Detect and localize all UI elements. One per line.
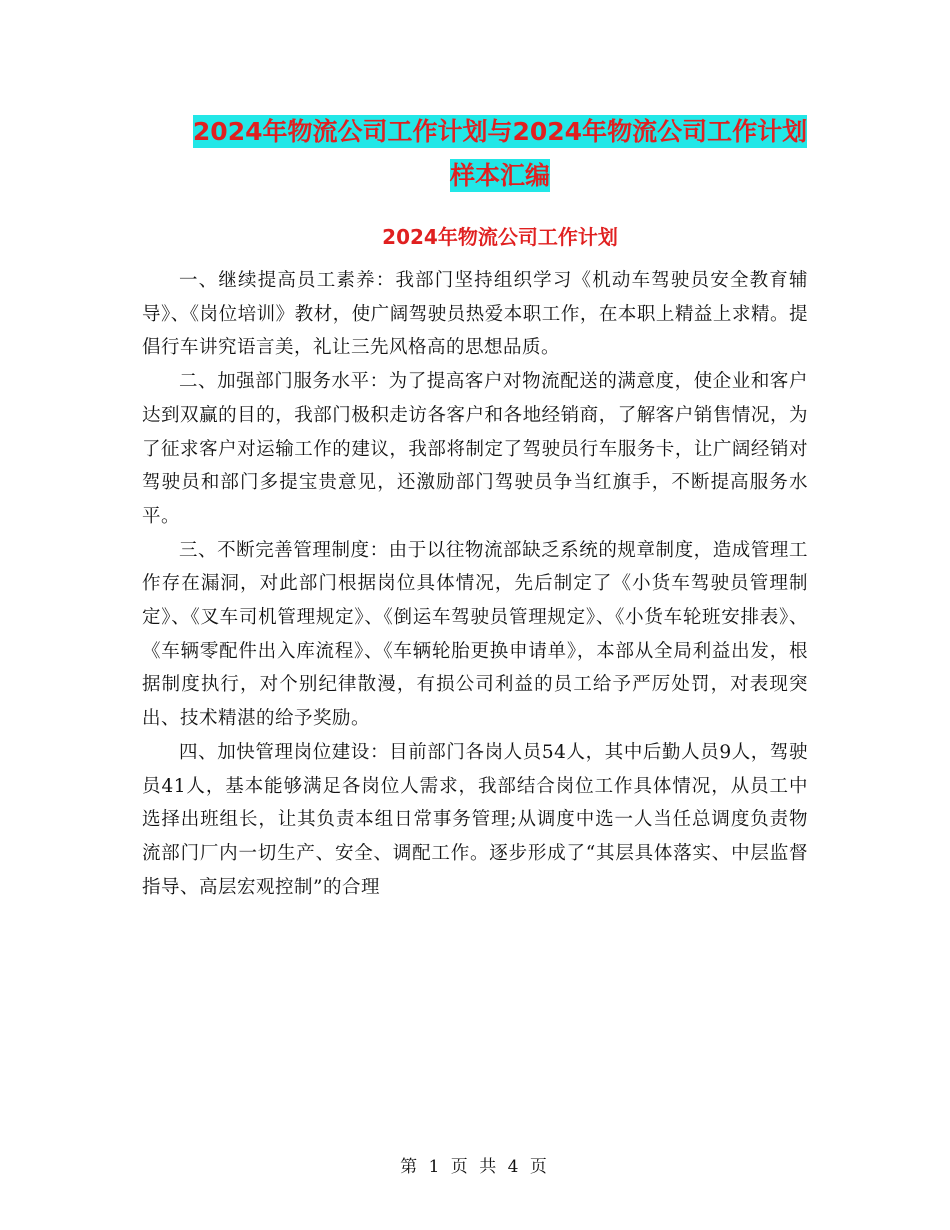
document-body xyxy=(142,264,808,904)
document-title-line1: 2024年物流公司工作计划与2024年物流公司工作计划 xyxy=(192,117,808,146)
document-title-line2: 样本汇编 xyxy=(449,161,550,190)
document-title xyxy=(140,110,860,198)
paragraph-4: 四、加快管理岗位建设：目前部门各岗人员54人，其中后勤人员9人，驾驶员41人，基本能够满足各岗位人需求，我部结合岗位工作具体情况，从员工中选择出班组长，让其负责本组日常事务管理;从调度中选一人当任总调度负责物流部门厂内一切生产、安全、调配工作。逐步形成了“其层具体落实、中层监督指导、高层宏观控制”的合理 xyxy=(142,741,808,898)
paragraph-1: 一、继续提高员工素养：我部门坚持组织学习《机动车驾驶员安全教育辅导》、《岗位培训》教材，使广阔驾驶员热爱本职工作，在本职上精益上求精。提倡行车讲究语言美，礼让三先风格高的思想品质。 xyxy=(142,270,808,359)
paragraph-3: 三、不断完善管理制度：由于以往物流部缺乏系统的规章制度，造成管理工作存在漏洞，对此部门根据岗位具体情况，先后制定了《小货车驾驶员管理制定》、《叉车司机管理规定》、《倒运车驾驶员管理规定》、《小货车轮班安排表》、《车辆零配件出入库流程》、《车辆轮胎更换申请单》，本部从全局利益出发，根据制度执行，对个别纪律散漫，有损公司利益的员工给予严厉处罚，对表现突出、技术精湛的给予奖励。 xyxy=(142,539,808,730)
section-title: 2024年物流公司工作计划 xyxy=(382,225,618,249)
paragraph-2: 二、加强部门服务水平：为了提高客户对物流配送的满意度，使企业和客户达到双赢的目的，我部门极积走访各客户和各地经销商，了解客户销售情况，为了征求客户对运输工作的建议，我部将制定了驾驶员行车服务卡，让广阔经销对驾驶员和部门多提宝贵意见，还激励部门驾驶员争当红旗手，不断提高服务水平。 xyxy=(142,371,808,527)
page-indicator: 第 1 页 共 4 页 xyxy=(400,1157,550,1177)
